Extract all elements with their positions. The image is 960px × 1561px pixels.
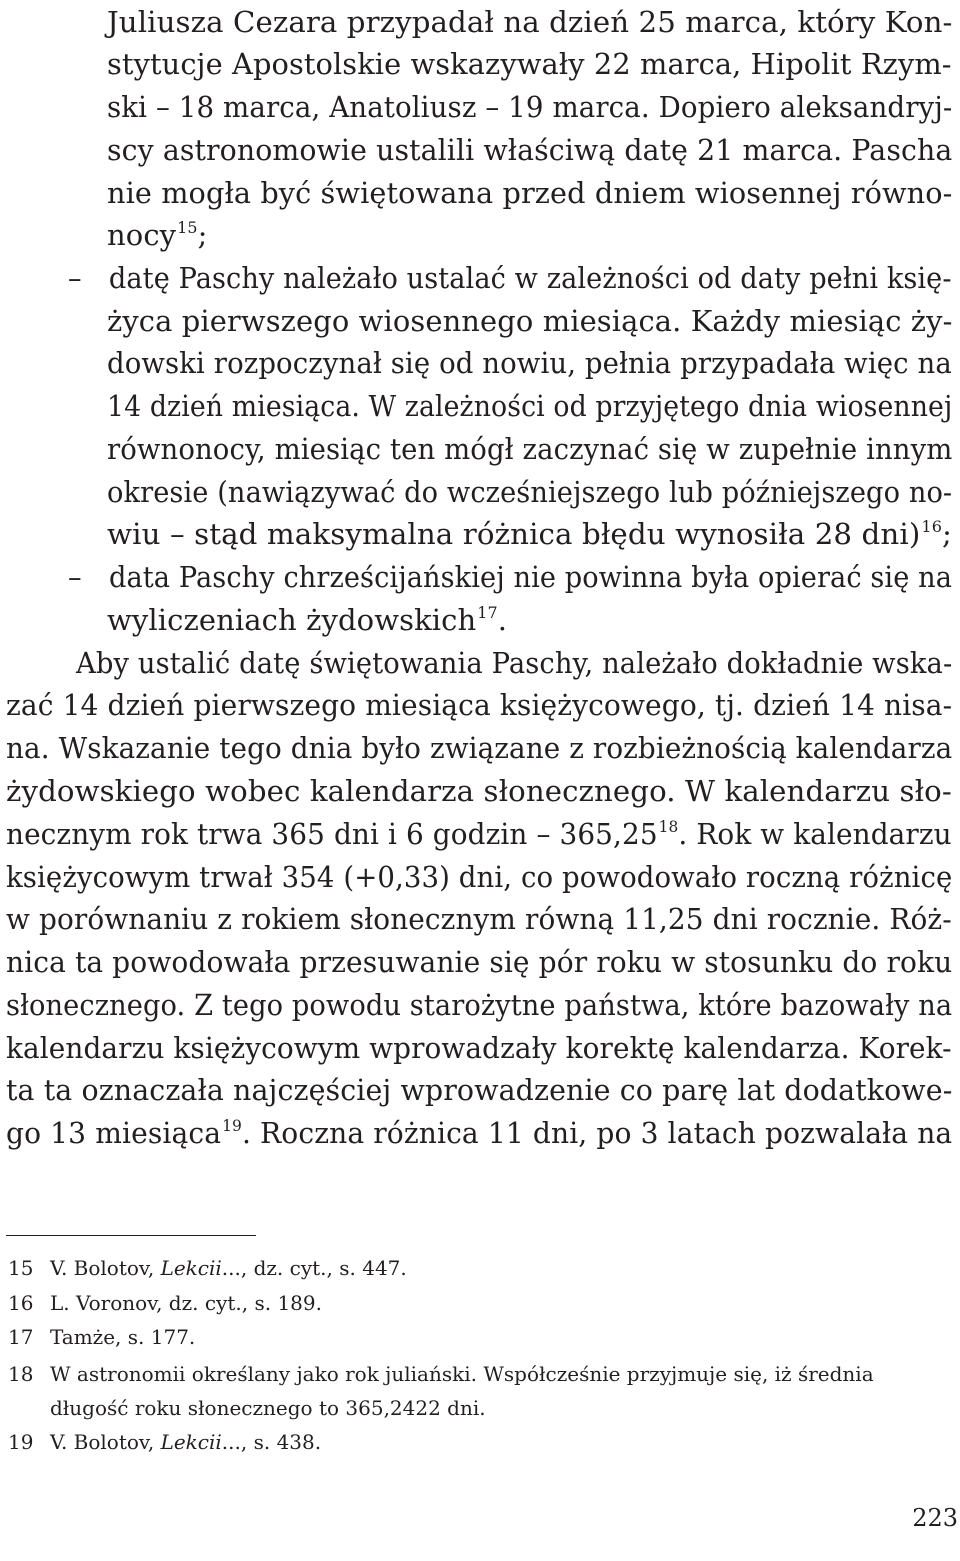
footnote-ref: 18 xyxy=(658,817,679,837)
footnote-continuation xyxy=(0,1393,960,1423)
footnote xyxy=(0,1288,960,1318)
body-line: Aby ustalić datę świętowania Paschy, należało dokładnie wska- xyxy=(76,646,953,680)
body-line: stytucje Apostolskie wskazywały 22 marca, Hipolit Rzym- xyxy=(107,47,952,81)
body-line: na. Wskazanie tego dnia było związane z rozbieżnością kalendarza xyxy=(6,731,953,765)
footnote-ref: 15 xyxy=(177,218,198,238)
footnote xyxy=(0,1359,960,1389)
footnote-text: Tamże, s. 177. xyxy=(50,1325,196,1349)
footnote-text: V. Bolotov, Lekcii..., dz. cyt., s. 447. xyxy=(50,1256,407,1280)
body-line: żydowskiego wobec kalendarza słonecznego. W kalendarzu sło- xyxy=(6,774,952,808)
footnote-text: długość roku słonecznego to 365,2422 dni. xyxy=(50,1396,486,1420)
body-line: 14 dzień miesiąca. W zależności od przyjętego dnia wiosennej xyxy=(107,389,953,423)
body-line: w porównaniu z rokiem słonecznym równą 11,25 dni rocznie. Róż- xyxy=(6,902,952,936)
body-line: ski – 18 marca, Anatoliusz – 19 marca. Dopiero aleksandryj- xyxy=(107,90,953,124)
footnote-number: 15 xyxy=(8,1256,34,1280)
body-line: – data Paschy chrześcijańskiej nie powinna była opierać się na xyxy=(68,560,953,594)
body-line: wiu – stąd maksymalna różnica błędu wynosiła 28 dni)$^{16}$; xyxy=(107,517,953,551)
footnote-separator xyxy=(6,1235,256,1236)
body-line: – datę Paschy należało ustalać w zależności od daty pełni księ- xyxy=(68,261,952,295)
footnote-number: 17 xyxy=(8,1325,34,1349)
body-line: księżycowym trwał 354 (+0,33) dni, co powodowało roczną różnicę xyxy=(6,860,953,894)
footnote-ref: 16 xyxy=(921,517,943,537)
body-line: okresie (nawiązywać do wcześniejszego lub późniejszego no- xyxy=(107,475,953,509)
body-line: wyliczeniach żydowskich$^{17}$. xyxy=(107,603,508,637)
footnote-text: W astronomii określany jako rok juliański. Współcześnie przyjmuje się, iż średnia xyxy=(50,1362,874,1386)
body-line: scy astronomowie ustalili właściwą datę 21 marca. Pascha xyxy=(107,133,953,167)
body-line: nocy$^{15}$; xyxy=(107,218,208,252)
body-line: Juliusza Cezara przypadał na dzień 25 marca, który Kon- xyxy=(107,5,953,39)
footnote-number: 16 xyxy=(8,1291,34,1315)
footnote xyxy=(0,1253,960,1283)
footnote-text: L. Voronov, dz. cyt., s. 189. xyxy=(50,1291,322,1315)
page-number: 223 xyxy=(912,1504,958,1532)
footnote-ref: 17 xyxy=(477,603,498,623)
footnote-text: V. Bolotov, Lekcii..., s. 438. xyxy=(50,1430,322,1454)
body-line: życa pierwszego wiosennego miesiąca. Każdy miesiąc ży- xyxy=(107,304,953,338)
body-line: go 13 miesiąca$^{19}$. Roczna różnica 11 dni, po 3 latach pozwalała na xyxy=(6,1116,953,1150)
footnote-number: 19 xyxy=(8,1430,34,1454)
body-line: ta ta oznaczała najczęściej wprowadzenie co parę lat dodatkowe- xyxy=(6,1073,953,1107)
body-line: nie mogła być świętowana przed dniem wiosennej równo- xyxy=(107,176,953,210)
body-line: necznym rok trwa 365 dni i 6 godzin – 365,25$^{18}$. Rok w kalendarzu xyxy=(6,817,952,851)
body-line: słonecznego. Z tego powodu starożytne państwa, które bazowały na xyxy=(6,988,953,1022)
body-line: kalendarzu księżycowym wprowadzały korektę kalendarza. Korek- xyxy=(6,1031,952,1065)
body-line: równonocy, miesiąc ten mógł zaczynać się w zupełnie innym xyxy=(107,432,953,466)
footnote-ref: 19 xyxy=(222,1116,242,1136)
body-line: nica ta powodowała przesuwanie się pór roku w stosunku do roku xyxy=(6,945,953,979)
body-line: dowski rozpoczynał się od nowiu, pełnia przypadała więc na xyxy=(107,346,952,380)
footnote-number: 18 xyxy=(8,1362,34,1386)
body-line: zać 14 dzień pierwszego miesiąca księżycowego, tj. dzień 14 nisa- xyxy=(6,688,953,722)
footnote xyxy=(0,1322,960,1352)
footnote xyxy=(0,1427,960,1457)
